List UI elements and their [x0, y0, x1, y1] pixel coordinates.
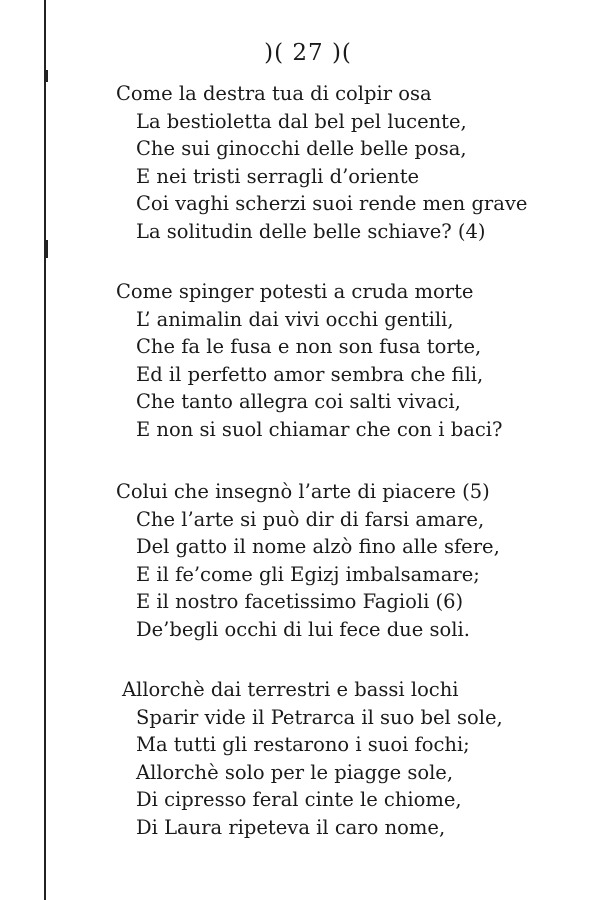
- verse-line: La bestioletta dal bel pel lucente,: [136, 109, 467, 133]
- verse-line: E il fe’come gli Egizj imbalsamare;: [136, 562, 480, 586]
- verse-line: Ed il perfetto amor sembra che fili,: [136, 362, 484, 386]
- stanza-1: [116, 80, 596, 245]
- verse-line: L’ animalin dai vivi occhi gentili,: [136, 307, 454, 331]
- verse-line: Colui che insegnò l’arte di piacere (5): [116, 480, 490, 503]
- stanza-2: [116, 278, 596, 443]
- spine-mark: [44, 70, 48, 82]
- verse-line: Allorchè solo per le piagge sole,: [136, 760, 454, 784]
- stanza-4: [116, 676, 596, 841]
- verse-line: La solitudin delle belle schiave? (4): [136, 219, 486, 243]
- verse-line: Coi vaghi scherzi suoi rende men grave: [136, 192, 528, 215]
- verse-line: Di cipresso feral cinte le chiome,: [136, 788, 462, 811]
- page-number: )( 27 )(: [264, 40, 352, 66]
- stanza-3: [116, 478, 596, 643]
- verse-line: De’begli occhi di lui fece due soli.: [136, 617, 470, 641]
- verse-line: Che tanto allegra coi salti vivaci,: [136, 390, 461, 413]
- verse-line: E il nostro facetissimo Fagioli (6): [136, 590, 464, 613]
- verse-line: Come spinger potesti a cruda morte: [116, 280, 474, 303]
- verse-line: Sparir vide il Petrarca il suo bel sole,: [136, 705, 503, 729]
- spine-mark: [44, 240, 48, 258]
- verse-line: Del gatto il nome alzò fino alle sfere,: [136, 535, 500, 558]
- verse-line: Di Laura ripeteva il caro nome,: [136, 815, 446, 839]
- verse-line: Che sui ginocchi delle belle posa,: [136, 137, 467, 160]
- verse-line: Che l’arte si può dir di farsi amare,: [136, 507, 485, 531]
- verse-line: Allorchè dai terrestri e bassi lochi: [122, 678, 459, 701]
- page-spine-line: [44, 0, 46, 900]
- verse-line: Ma tutti gli restarono i suoi fochi;: [136, 733, 470, 756]
- verse-line: Come la destra tua di colpir osa: [116, 82, 432, 105]
- verse-line: Che fa le fusa e non son fusa torte,: [136, 335, 482, 358]
- verse-line: E nei tristi serragli d’oriente: [136, 164, 420, 188]
- verse-line: E non si suol chiamar che con i baci?: [136, 417, 503, 441]
